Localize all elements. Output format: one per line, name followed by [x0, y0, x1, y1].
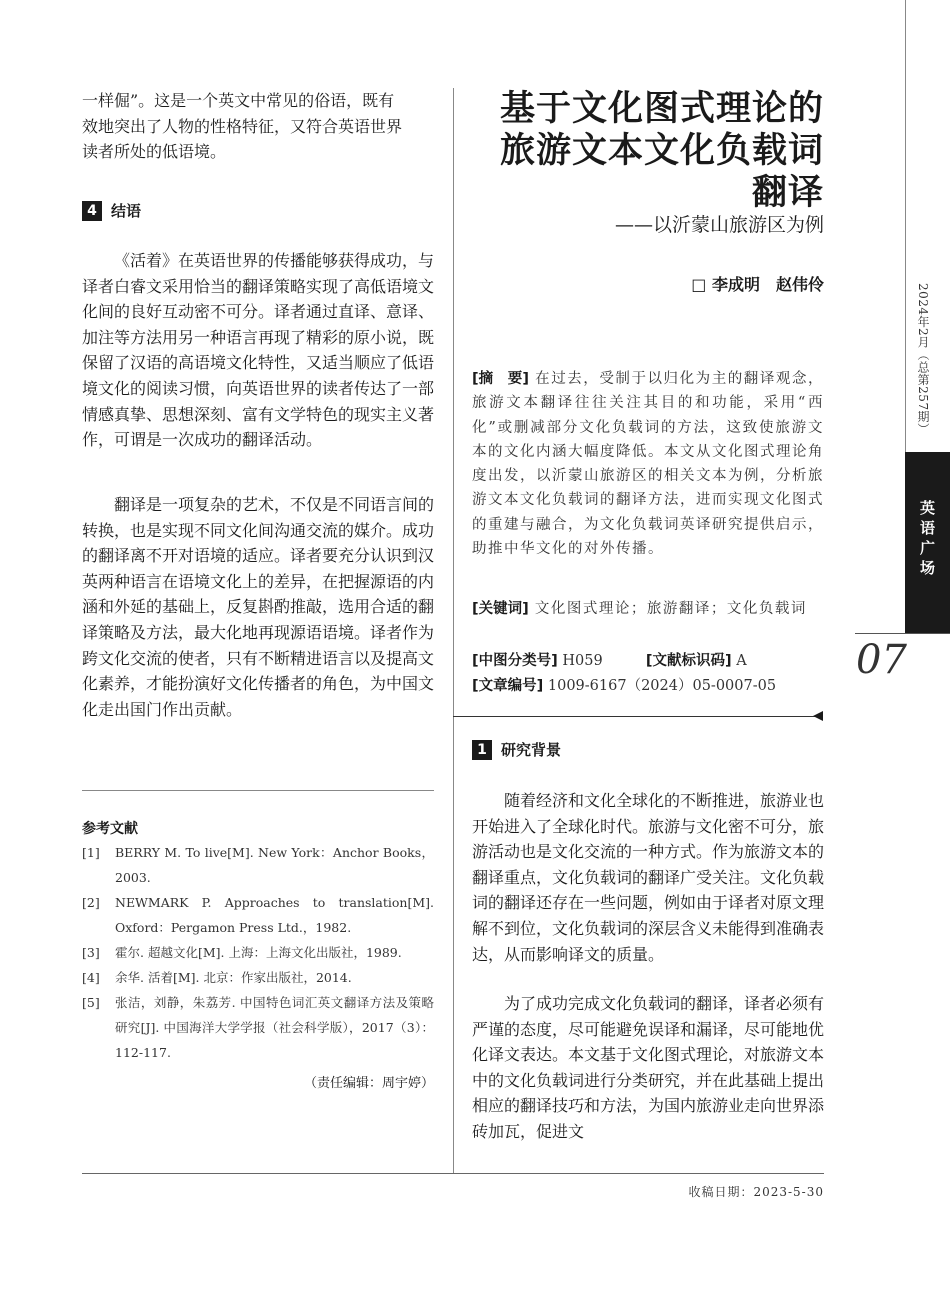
category-label: 英 语 广 场 [919, 499, 935, 577]
refs-divider [82, 790, 434, 791]
section-number: 1 [472, 740, 492, 760]
abstract-text: 在过去，受制于以归化为主的翻译观念，旅游文本翻译往往关注其目的和功能，采用“西化”或删减部分文化负载词的方法，这致使旅游文本的文化内涵大幅度降低。本文从文化图式理论角度出发，以沂蒙山旅游区的相关文本为例，分析旅游文本文化负载词的翻译方法，进而实现文化图式的重建与融合，为文化负载词英译研究提供启示，助推中华文化的对外传播。 [472, 371, 825, 558]
footer-rule [82, 1173, 824, 1174]
received-date: 收稿日期：2023-5-30 [688, 1185, 824, 1199]
article-title: 基于文化图式理论的 旅游文本文化负载词 翻译 [499, 89, 824, 213]
keywords [472, 597, 824, 621]
issue-date: 2024年2月（总第257期） [916, 283, 930, 436]
reference-item: [2] NEWMARK P. Approaches to translation[M]. Oxford：Pergamon Press Ltd.，1982. [82, 895, 434, 935]
conclusion-paragraph-2: 翻译是一项复杂的艺术，不仅是不同语言间的转换，也是实现不同文化间沟通交流的媒介。成功的翻译离不开对语境的适应。译者要充分认识到汉英两种语言在语境文化上的差异，在把握源语的内涵和外延的基础上，反复斟酌推敲，选用合适的翻译策略及方法，最大化地再现源语语境。译者作为跨文化交流的使者，只有不断精进语言以及提高文化素养，才能扮演好文化传播者的角色，为中国文化走出国门作出贡献。 [82, 495, 435, 719]
intro-paragraph: 一样倔”。这是一个英文中常见的俗语，既有 效地突出了人物的性格特征，又符合英语世界 读者所处的低语境。 [82, 91, 403, 162]
references-list [82, 840, 434, 1065]
reference-item: [5] 张洁，刘静，朱荔芳. 中国特色词汇英文翻译方法及策略研究[J]. 中国海洋大学学报（社会科学版），2017（3）：112-117. [82, 995, 434, 1060]
reference-item: [3] 霍尔. 超越文化[M]. 上海：上海文化出版社，1989. [82, 945, 402, 960]
abstract-label: [摘 要] [472, 371, 529, 387]
keywords-label: [关键词] [472, 601, 529, 617]
section-number: 4 [82, 201, 102, 221]
reference-item: [4] 余华. 活着[M]. 北京：作家出版社，2014. [82, 970, 352, 985]
abstract [472, 367, 824, 561]
editor-note: （责任编辑：周宇婷） [303, 1076, 434, 1091]
classification: [中图分类号] H059 [文献标识码] A [472, 653, 747, 669]
article-subtitle: ——以沂蒙山旅游区为例 [614, 214, 824, 236]
conclusion-paragraph-1: 《活着》在英语世界的传播能够获得成功，与译者白睿文采用恰当的翻译策略实现了高低语境文化间的良好互动密不可分。译者通过直译、意译、加注等方法用另一种语言再现了精彩的原小说，既保留了汉语的高语境文化特性，又适当顺应了低语境文化的阅读习惯，向英语世界的读者传达了一部情感真挚、思想深刻、富有文学特色的现实主义著作，可谓是一次成功的翻译活动。 [82, 251, 435, 450]
page-num-rule [855, 633, 950, 634]
keywords-text: 文化图式理论；旅游翻译；文化负载词 [534, 601, 807, 617]
section-4-heading [82, 200, 141, 221]
authors: □ 李成明 赵伟伶 [691, 275, 824, 294]
section-title: 研究背景 [501, 741, 562, 759]
section-1-heading [472, 739, 561, 760]
background-paragraph-1: 随着经济和文化全球化的不断推进，旅游业也开始进入了全球化时代。旅游与文化密不可分，旅游活动也是文化交流的一种方式。作为旅游文本的翻译重点，文化负载词的翻译广受关注。文化负载词的翻译还存在一些问题，例如由于译者对原文理解不到位，文化负载词的深层含义未能得到准确表达，从而影响译文的质量。 [472, 791, 825, 964]
section-title: 结语 [111, 202, 142, 220]
arrow-marker [813, 711, 823, 721]
references-title: 参考文献 [82, 821, 138, 837]
page-number: 07 [856, 637, 907, 683]
sidebar-divider [905, 0, 906, 452]
column-divider [453, 88, 454, 1173]
background-paragraph-2: 为了成功完成文化负载词的翻译，译者必须有严谨的态度，尽可能避免误译和漏译，尽可能地优化译文表达。本文基于文化图式理论，对旅游文本中的文化负载词进行分类研究，并在此基础上提出相应的翻译技巧和方法，为国内旅游业走向世界添砖加瓦，促进文 [472, 994, 825, 1141]
article-number: [文章编号] 1009-6167（2024）05-0007-05 [472, 678, 777, 694]
abstract-divider [453, 716, 821, 717]
reference-item: [1] BERRY M. To live[M]. New York：Anchor Books，2003. [82, 845, 434, 885]
